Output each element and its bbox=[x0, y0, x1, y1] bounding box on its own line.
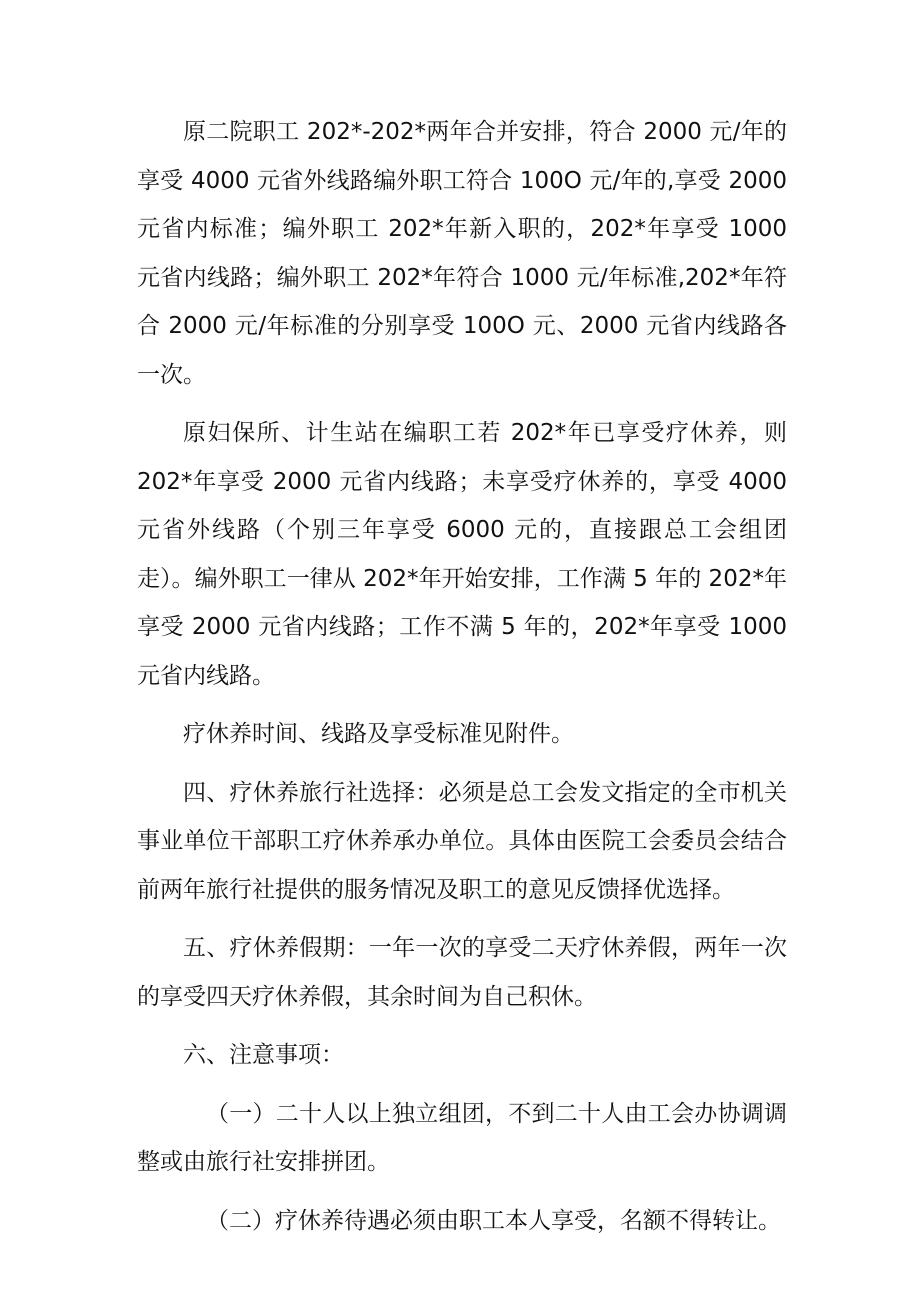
item-one-group: （一）二十人以上独立组团，不到二十人由工会办协调调整或由旅行社安排拼团。 bbox=[137, 1100, 787, 1175]
paragraph-attachment-note: 疗休养时间、线路及享受标准见附件。 bbox=[183, 721, 574, 747]
section-six-heading: 六、注意事项： bbox=[183, 1042, 344, 1068]
paragraph-former-second-hospital: 原二院职工 202*-202*两年合并安排，符合 2000 元/年的享受 4000 元省外线路编外职工符合 100O 元/年的,享受 2000 元省内标准；编外职工 202*年新入职的，202*年享受 1000 元省内线路；编外职工 202*年符合 1000 元/年标准,202*年符合 2000 元/年标准的分别享受 100O 元、2000 元省内线路各一次。 bbox=[137, 119, 787, 388]
section-five-holiday: 五、疗休养假期：一年一次的享受二天疗休养假，两年一次的享受四天疗休养假，其余时间为自己积休。 bbox=[137, 935, 787, 1010]
section-four-travel-agency: 四、疗休养旅行社选择：必须是总工会发文指定的全市机关事业单位干部职工疗休养承办单位。具体由医院工会委员会结合前两年旅行社提供的服务情况及职工的意见反馈择优选择。 bbox=[137, 779, 787, 903]
item-two-transfer: （二）疗休养待遇必须由职工本人享受，名额不得转让。 bbox=[206, 1207, 781, 1234]
document-body bbox=[137, 108, 787, 1255]
paragraph-maternal-child-station: 原妇保所、计生站在编职工若 202*年已享受疗休养，则 202*年享受 2000 元省内线路；未享受疗休养的，享受 4000 元省外线路（个别三年享受 6000 元的，直接跟总工会组团走）。编外职工一律从 202*年开始安排，工作满 5 年的 202*年享受 2000 元省内线路；工作不满 5 年的，202*年享受 1000 元省内线路。 bbox=[137, 420, 787, 689]
